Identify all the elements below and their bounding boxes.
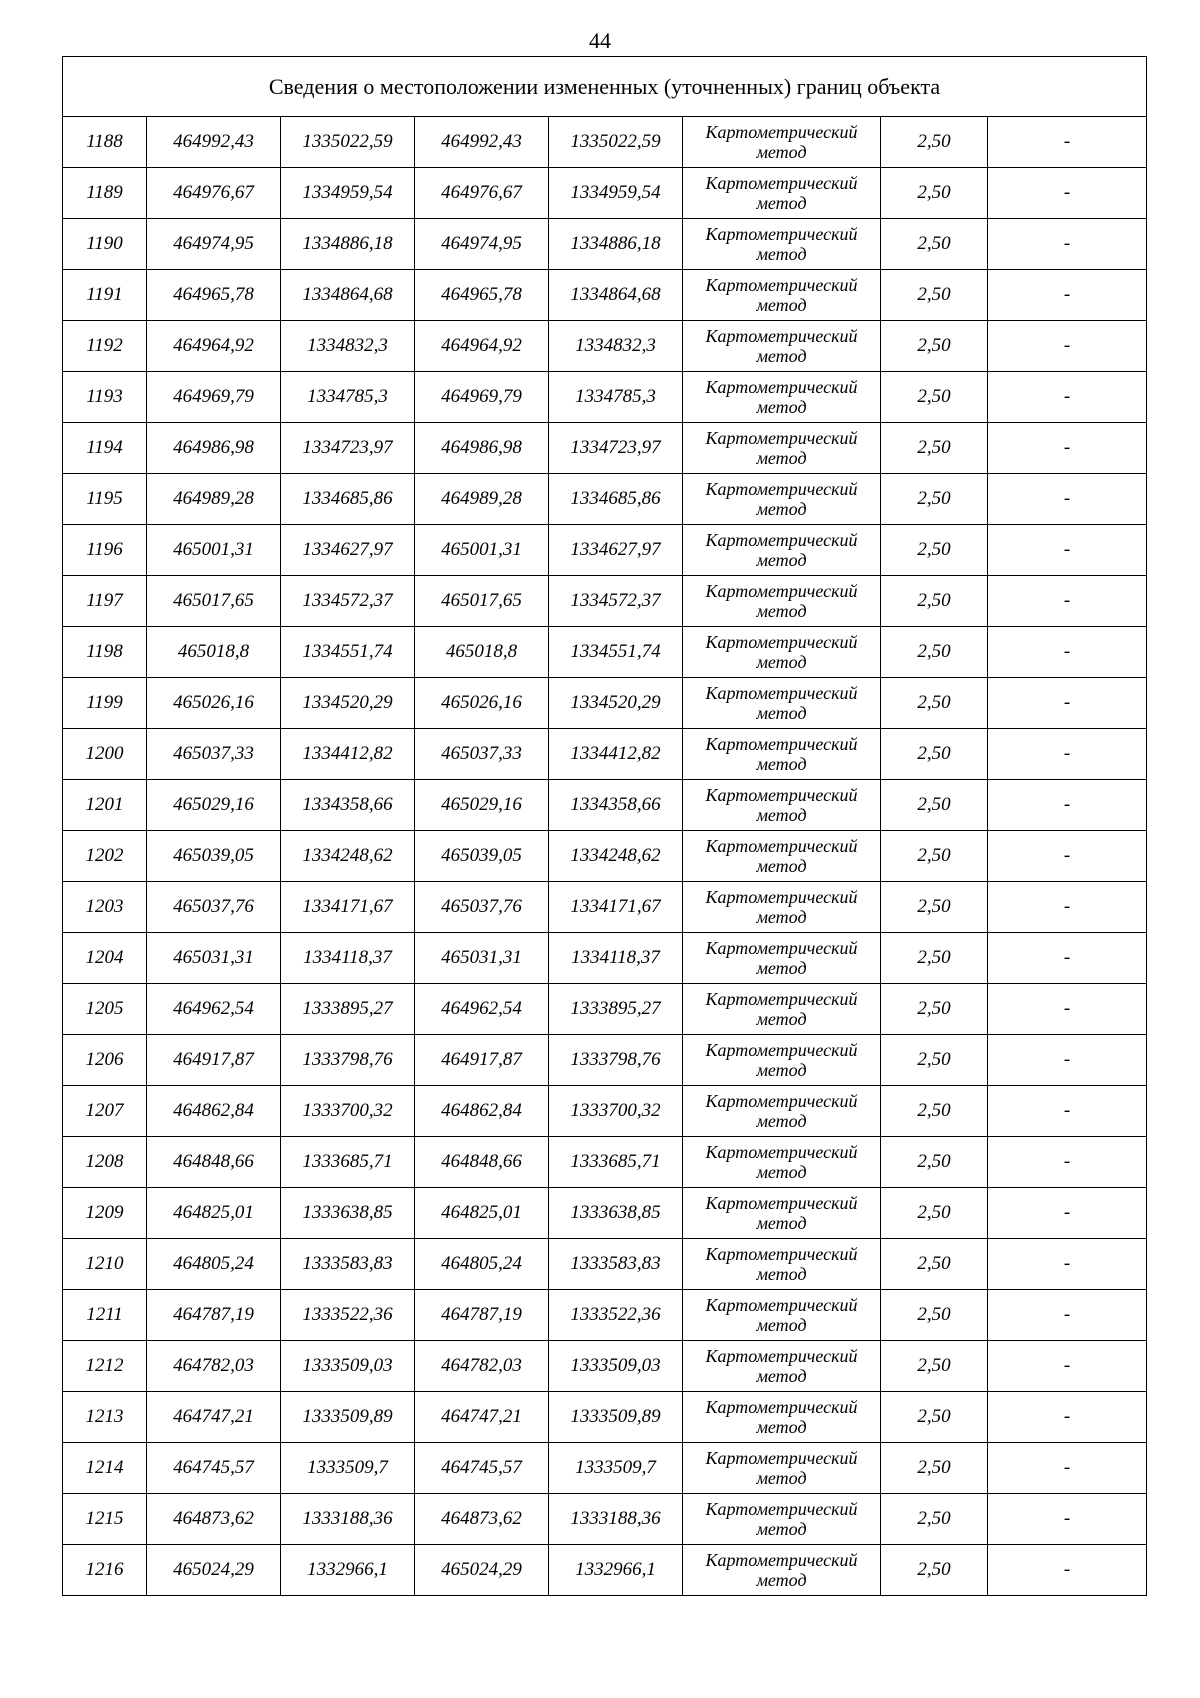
description-cell: - [988, 780, 1147, 831]
table-row [63, 219, 1147, 270]
y-existing-cell: 1334572,37 [281, 576, 415, 627]
y-refined-cell: 1332966,1 [549, 1545, 683, 1596]
table-row [63, 474, 1147, 525]
table-row [63, 1290, 1147, 1341]
y-refined-cell: 1334412,82 [549, 729, 683, 780]
accuracy-cell: 2,50 [881, 729, 988, 780]
x-refined-cell: 464825,01 [415, 1188, 549, 1239]
x-existing-cell: 464782,03 [147, 1341, 281, 1392]
description-cell: - [988, 117, 1147, 168]
method-cell: Картометрический метод [683, 423, 881, 474]
x-refined-cell: 465037,33 [415, 729, 549, 780]
method-cell: Картометрический метод [683, 1086, 881, 1137]
point-number-cell: 1195 [63, 474, 147, 525]
x-existing-cell: 465001,31 [147, 525, 281, 576]
x-existing-cell: 464747,21 [147, 1392, 281, 1443]
description-cell: - [988, 1290, 1147, 1341]
x-existing-cell: 464917,87 [147, 1035, 281, 1086]
y-existing-cell: 1333188,36 [281, 1494, 415, 1545]
table-row [63, 270, 1147, 321]
method-cell: Картометрический метод [683, 933, 881, 984]
description-cell: - [988, 321, 1147, 372]
method-cell: Картометрический метод [683, 270, 881, 321]
description-cell: - [988, 627, 1147, 678]
y-existing-cell: 1334412,82 [281, 729, 415, 780]
x-existing-cell: 464825,01 [147, 1188, 281, 1239]
x-existing-cell: 464745,57 [147, 1443, 281, 1494]
method-cell: Картометрический метод [683, 1392, 881, 1443]
accuracy-cell: 2,50 [881, 882, 988, 933]
table-row [63, 525, 1147, 576]
x-refined-cell: 464976,67 [415, 168, 549, 219]
y-existing-cell: 1334685,86 [281, 474, 415, 525]
point-number-cell: 1203 [63, 882, 147, 933]
table-row [63, 423, 1147, 474]
y-existing-cell: 1333685,71 [281, 1137, 415, 1188]
y-refined-cell: 1335022,59 [549, 117, 683, 168]
accuracy-cell: 2,50 [881, 1494, 988, 1545]
table-row [63, 984, 1147, 1035]
table-row [63, 372, 1147, 423]
x-existing-cell: 464873,62 [147, 1494, 281, 1545]
x-refined-cell: 464969,79 [415, 372, 549, 423]
table-row [63, 1086, 1147, 1137]
point-number-cell: 1216 [63, 1545, 147, 1596]
x-existing-cell: 464862,84 [147, 1086, 281, 1137]
description-cell: - [988, 525, 1147, 576]
y-refined-cell: 1334886,18 [549, 219, 683, 270]
x-refined-cell: 464964,92 [415, 321, 549, 372]
method-cell: Картометрический метод [683, 627, 881, 678]
method-cell: Картометрический метод [683, 729, 881, 780]
point-number-cell: 1194 [63, 423, 147, 474]
y-refined-cell: 1334864,68 [549, 270, 683, 321]
y-refined-cell: 1333895,27 [549, 984, 683, 1035]
description-cell: - [988, 1035, 1147, 1086]
y-refined-cell: 1333509,89 [549, 1392, 683, 1443]
point-number-cell: 1189 [63, 168, 147, 219]
accuracy-cell: 2,50 [881, 474, 988, 525]
table-row [63, 1443, 1147, 1494]
table-row [63, 576, 1147, 627]
x-existing-cell: 464976,67 [147, 168, 281, 219]
x-existing-cell: 465037,33 [147, 729, 281, 780]
y-refined-cell: 1333798,76 [549, 1035, 683, 1086]
point-number-cell: 1206 [63, 1035, 147, 1086]
y-refined-cell: 1334685,86 [549, 474, 683, 525]
accuracy-cell: 2,50 [881, 1443, 988, 1494]
table-row [63, 831, 1147, 882]
point-number-cell: 1196 [63, 525, 147, 576]
point-number-cell: 1204 [63, 933, 147, 984]
point-number-cell: 1199 [63, 678, 147, 729]
description-cell: - [988, 474, 1147, 525]
y-existing-cell: 1333638,85 [281, 1188, 415, 1239]
y-existing-cell: 1334551,74 [281, 627, 415, 678]
description-cell: - [988, 933, 1147, 984]
x-existing-cell: 465039,05 [147, 831, 281, 882]
x-refined-cell: 464974,95 [415, 219, 549, 270]
accuracy-cell: 2,50 [881, 423, 988, 474]
y-existing-cell: 1334248,62 [281, 831, 415, 882]
accuracy-cell: 2,50 [881, 984, 988, 1035]
y-existing-cell: 1335022,59 [281, 117, 415, 168]
y-refined-cell: 1333638,85 [549, 1188, 683, 1239]
point-number-cell: 1214 [63, 1443, 147, 1494]
description-cell: - [988, 372, 1147, 423]
description-cell: - [988, 1341, 1147, 1392]
y-refined-cell: 1334358,66 [549, 780, 683, 831]
accuracy-cell: 2,50 [881, 1239, 988, 1290]
point-number-cell: 1197 [63, 576, 147, 627]
table-title: Сведения о местоположении измененных (уточненных) границ объекта [63, 57, 1147, 117]
description-cell: - [988, 678, 1147, 729]
y-existing-cell: 1334886,18 [281, 219, 415, 270]
y-existing-cell: 1334171,67 [281, 882, 415, 933]
accuracy-cell: 2,50 [881, 933, 988, 984]
method-cell: Картометрический метод [683, 168, 881, 219]
accuracy-cell: 2,50 [881, 321, 988, 372]
x-refined-cell: 465031,31 [415, 933, 549, 984]
accuracy-cell: 2,50 [881, 1545, 988, 1596]
description-cell: - [988, 831, 1147, 882]
x-refined-cell: 464989,28 [415, 474, 549, 525]
method-cell: Картометрический метод [683, 1545, 881, 1596]
point-number-cell: 1211 [63, 1290, 147, 1341]
point-number-cell: 1191 [63, 270, 147, 321]
y-existing-cell: 1333583,83 [281, 1239, 415, 1290]
accuracy-cell: 2,50 [881, 831, 988, 882]
point-number-cell: 1209 [63, 1188, 147, 1239]
point-number-cell: 1208 [63, 1137, 147, 1188]
method-cell: Картометрический метод [683, 1341, 881, 1392]
y-existing-cell: 1333895,27 [281, 984, 415, 1035]
table-row [63, 117, 1147, 168]
method-cell: Картометрический метод [683, 1290, 881, 1341]
method-cell: Картометрический метод [683, 1137, 881, 1188]
y-refined-cell: 1333509,03 [549, 1341, 683, 1392]
table-row [63, 1188, 1147, 1239]
y-existing-cell: 1334118,37 [281, 933, 415, 984]
point-number-cell: 1192 [63, 321, 147, 372]
description-cell: - [988, 423, 1147, 474]
x-refined-cell: 464862,84 [415, 1086, 549, 1137]
x-refined-cell: 464917,87 [415, 1035, 549, 1086]
x-refined-cell: 464848,66 [415, 1137, 549, 1188]
page-number: 44 [589, 28, 611, 53]
method-cell: Картометрический метод [683, 321, 881, 372]
x-refined-cell: 464965,78 [415, 270, 549, 321]
accuracy-cell: 2,50 [881, 678, 988, 729]
table-row [63, 780, 1147, 831]
accuracy-cell: 2,50 [881, 270, 988, 321]
y-refined-cell: 1334248,62 [549, 831, 683, 882]
accuracy-cell: 2,50 [881, 1086, 988, 1137]
y-existing-cell: 1332966,1 [281, 1545, 415, 1596]
description-cell: - [988, 1545, 1147, 1596]
y-existing-cell: 1334627,97 [281, 525, 415, 576]
accuracy-cell: 2,50 [881, 576, 988, 627]
y-existing-cell: 1333798,76 [281, 1035, 415, 1086]
point-number-cell: 1215 [63, 1494, 147, 1545]
point-number-cell: 1213 [63, 1392, 147, 1443]
accuracy-cell: 2,50 [881, 219, 988, 270]
x-existing-cell: 464974,95 [147, 219, 281, 270]
point-number-cell: 1210 [63, 1239, 147, 1290]
y-refined-cell: 1334785,3 [549, 372, 683, 423]
description-cell: - [988, 1188, 1147, 1239]
y-refined-cell: 1333522,36 [549, 1290, 683, 1341]
table-row [63, 321, 1147, 372]
method-cell: Картометрический метод [683, 117, 881, 168]
x-existing-cell: 464992,43 [147, 117, 281, 168]
x-refined-cell: 465024,29 [415, 1545, 549, 1596]
x-existing-cell: 464965,78 [147, 270, 281, 321]
accuracy-cell: 2,50 [881, 1290, 988, 1341]
method-cell: Картометрический метод [683, 1188, 881, 1239]
y-existing-cell: 1334864,68 [281, 270, 415, 321]
y-refined-cell: 1333188,36 [549, 1494, 683, 1545]
method-cell: Картометрический метод [683, 1494, 881, 1545]
y-refined-cell: 1333509,7 [549, 1443, 683, 1494]
table-row [63, 1239, 1147, 1290]
x-existing-cell: 465029,16 [147, 780, 281, 831]
description-cell: - [988, 1443, 1147, 1494]
point-number-cell: 1212 [63, 1341, 147, 1392]
method-cell: Картометрический метод [683, 882, 881, 933]
x-refined-cell: 465017,65 [415, 576, 549, 627]
method-cell: Картометрический метод [683, 1239, 881, 1290]
table-row [63, 1494, 1147, 1545]
x-existing-cell: 464805,24 [147, 1239, 281, 1290]
table-row [63, 678, 1147, 729]
y-refined-cell: 1334551,74 [549, 627, 683, 678]
x-refined-cell: 464986,98 [415, 423, 549, 474]
x-existing-cell: 464969,79 [147, 372, 281, 423]
point-number-cell: 1205 [63, 984, 147, 1035]
accuracy-cell: 2,50 [881, 627, 988, 678]
x-refined-cell: 464962,54 [415, 984, 549, 1035]
method-cell: Картометрический метод [683, 780, 881, 831]
x-existing-cell: 464989,28 [147, 474, 281, 525]
x-refined-cell: 465037,76 [415, 882, 549, 933]
x-existing-cell: 464962,54 [147, 984, 281, 1035]
method-cell: Картометрический метод [683, 576, 881, 627]
point-number-cell: 1188 [63, 117, 147, 168]
table-row [63, 1137, 1147, 1188]
accuracy-cell: 2,50 [881, 117, 988, 168]
accuracy-cell: 2,50 [881, 1188, 988, 1239]
description-cell: - [988, 1392, 1147, 1443]
x-existing-cell: 465024,29 [147, 1545, 281, 1596]
accuracy-cell: 2,50 [881, 780, 988, 831]
accuracy-cell: 2,50 [881, 525, 988, 576]
table-row [63, 882, 1147, 933]
table-row [63, 729, 1147, 780]
y-existing-cell: 1333522,36 [281, 1290, 415, 1341]
x-refined-cell: 464992,43 [415, 117, 549, 168]
description-cell: - [988, 1239, 1147, 1290]
accuracy-cell: 2,50 [881, 1035, 988, 1086]
x-refined-cell: 464805,24 [415, 1239, 549, 1290]
method-cell: Картометрический метод [683, 678, 881, 729]
table-row [63, 1035, 1147, 1086]
accuracy-cell: 2,50 [881, 1341, 988, 1392]
x-existing-cell: 464848,66 [147, 1137, 281, 1188]
method-cell: Картометрический метод [683, 372, 881, 423]
table-row [63, 1545, 1147, 1596]
y-refined-cell: 1334572,37 [549, 576, 683, 627]
description-cell: - [988, 576, 1147, 627]
table-row [63, 1341, 1147, 1392]
x-refined-cell: 465001,31 [415, 525, 549, 576]
x-existing-cell: 464964,92 [147, 321, 281, 372]
y-refined-cell: 1333583,83 [549, 1239, 683, 1290]
x-refined-cell: 465026,16 [415, 678, 549, 729]
x-refined-cell: 464745,57 [415, 1443, 549, 1494]
y-existing-cell: 1334785,3 [281, 372, 415, 423]
y-existing-cell: 1334358,66 [281, 780, 415, 831]
accuracy-cell: 2,50 [881, 372, 988, 423]
accuracy-cell: 2,50 [881, 168, 988, 219]
y-refined-cell: 1334627,97 [549, 525, 683, 576]
x-refined-cell: 465029,16 [415, 780, 549, 831]
accuracy-cell: 2,50 [881, 1137, 988, 1188]
point-number-cell: 1201 [63, 780, 147, 831]
x-existing-cell: 465037,76 [147, 882, 281, 933]
point-number-cell: 1200 [63, 729, 147, 780]
x-existing-cell: 465017,65 [147, 576, 281, 627]
x-existing-cell: 465031,31 [147, 933, 281, 984]
x-refined-cell: 464787,19 [415, 1290, 549, 1341]
table-row [63, 168, 1147, 219]
x-refined-cell: 465039,05 [415, 831, 549, 882]
description-cell: - [988, 1086, 1147, 1137]
table-row [63, 933, 1147, 984]
y-existing-cell: 1333509,7 [281, 1443, 415, 1494]
point-number-cell: 1198 [63, 627, 147, 678]
y-existing-cell: 1334832,3 [281, 321, 415, 372]
y-refined-cell: 1334723,97 [549, 423, 683, 474]
method-cell: Картометрический метод [683, 831, 881, 882]
description-cell: - [988, 1137, 1147, 1188]
method-cell: Картометрический метод [683, 219, 881, 270]
description-cell: - [988, 984, 1147, 1035]
y-refined-cell: 1334959,54 [549, 168, 683, 219]
y-existing-cell: 1334520,29 [281, 678, 415, 729]
x-existing-cell: 465018,8 [147, 627, 281, 678]
description-cell: - [988, 729, 1147, 780]
method-cell: Картометрический метод [683, 474, 881, 525]
point-number-cell: 1190 [63, 219, 147, 270]
point-number-cell: 1207 [63, 1086, 147, 1137]
description-cell: - [988, 219, 1147, 270]
table-row [63, 1392, 1147, 1443]
table-title-row [63, 57, 1147, 117]
y-refined-cell: 1333700,32 [549, 1086, 683, 1137]
x-refined-cell: 464747,21 [415, 1392, 549, 1443]
x-existing-cell: 464986,98 [147, 423, 281, 474]
point-number-cell: 1193 [63, 372, 147, 423]
x-refined-cell: 464782,03 [415, 1341, 549, 1392]
description-cell: - [988, 882, 1147, 933]
description-cell: - [988, 270, 1147, 321]
y-existing-cell: 1333509,89 [281, 1392, 415, 1443]
method-cell: Картометрический метод [683, 1035, 881, 1086]
y-refined-cell: 1334118,37 [549, 933, 683, 984]
method-cell: Картометрический метод [683, 525, 881, 576]
y-existing-cell: 1334723,97 [281, 423, 415, 474]
x-existing-cell: 464787,19 [147, 1290, 281, 1341]
y-refined-cell: 1334520,29 [549, 678, 683, 729]
description-cell: - [988, 1494, 1147, 1545]
x-existing-cell: 465026,16 [147, 678, 281, 729]
y-refined-cell: 1334171,67 [549, 882, 683, 933]
y-existing-cell: 1333509,03 [281, 1341, 415, 1392]
y-existing-cell: 1333700,32 [281, 1086, 415, 1137]
x-refined-cell: 464873,62 [415, 1494, 549, 1545]
method-cell: Картометрический метод [683, 984, 881, 1035]
boundary-coordinates-table [62, 56, 1147, 1596]
x-refined-cell: 465018,8 [415, 627, 549, 678]
y-existing-cell: 1334959,54 [281, 168, 415, 219]
point-number-cell: 1202 [63, 831, 147, 882]
y-refined-cell: 1334832,3 [549, 321, 683, 372]
table-row [63, 627, 1147, 678]
method-cell: Картометрический метод [683, 1443, 881, 1494]
accuracy-cell: 2,50 [881, 1392, 988, 1443]
y-refined-cell: 1333685,71 [549, 1137, 683, 1188]
description-cell: - [988, 168, 1147, 219]
